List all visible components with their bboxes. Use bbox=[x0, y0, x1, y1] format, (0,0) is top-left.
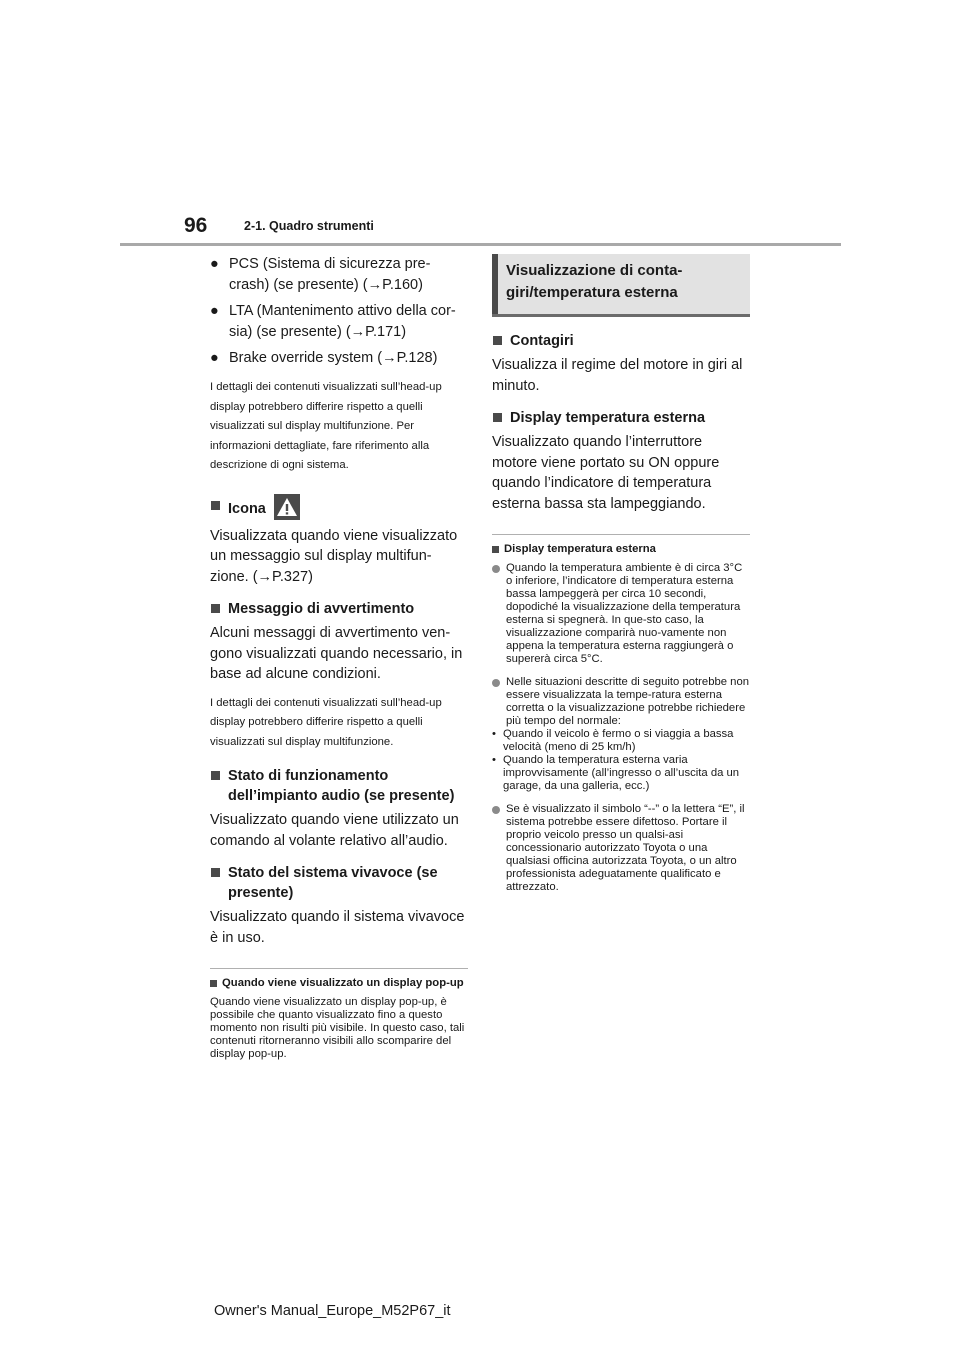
stato-audio-text: Visualizzato quando viene utilizzato un comando al volante relativo all’audio. bbox=[210, 812, 459, 849]
section-heading-box: Visualizzazione di conta-giri/temperatura esterna bbox=[492, 254, 750, 314]
left-column bbox=[210, 254, 468, 1061]
messaggio-text: Alcuni messaggi di avvertimento ven-gono visualizzati quando necessario, in base ad alcune condizioni. bbox=[210, 625, 463, 682]
contagiri-text: Visualizza il regime del motore in giri al minuto. bbox=[492, 357, 743, 394]
square-bullet-icon bbox=[211, 868, 220, 877]
section-title: 2-1. Quadro strumenti bbox=[244, 219, 374, 233]
square-bullet-icon bbox=[493, 413, 502, 422]
heading-icona: Icona bbox=[210, 496, 468, 522]
right-column bbox=[492, 254, 750, 904]
square-bullet-icon bbox=[210, 980, 217, 987]
hud-note-2: I dettagli dei contenuti visualizzati sull’head-up display potrebbero differire rispetto a quelli visualizzati sul display multifunzione. bbox=[210, 696, 442, 748]
square-bullet-icon bbox=[211, 604, 220, 613]
heading-stato-vivavoce: Stato del sistema vivavoce (se presente) bbox=[210, 863, 468, 903]
temp-infobox bbox=[492, 534, 750, 894]
heading-temp: Display temperatura esterna bbox=[492, 408, 750, 428]
header-rule bbox=[120, 243, 841, 246]
bullet-icon: ● bbox=[210, 350, 219, 366]
heading-messaggio: Messaggio di avvertimento bbox=[210, 599, 468, 619]
temp-text: Visualizzato quando l’interruttore motore viene portato su ON oppure quando l’indicatore di temperatura esterna bassa sta lampeggiando. bbox=[492, 434, 720, 512]
circle-bullet-icon bbox=[492, 806, 500, 814]
sub-item: • Quando il veicolo è fermo o si viaggia a bassa velocità (meno di 25 km/h) bbox=[492, 728, 734, 753]
list-item: ● Brake override system (→P.128) bbox=[210, 348, 468, 369]
list-item: ● LTA (Mantenimento attivo della cor- sia) (se presente) (→P.171) bbox=[210, 303, 456, 340]
warning-icon bbox=[274, 494, 300, 520]
popup-infobox bbox=[210, 968, 468, 1061]
info-note: Nelle situazioni descritte di seguito potrebbe non essere visualizzata la tempe-ratura esterna corretta o la visualizzazione potrebbe richiedere più tempo del normale: • Quando il veicolo è fermo o si viaggia a bassa velocità (meno di 25 km/h) • Quando la temperatura esterna varia improvvisamente (all’ingresso o all’uscita da un garage, da una galleria, ecc.) bbox=[492, 676, 750, 792]
sub-item: • Quando la temperatura esterna varia improvvisamente (all’ingresso o all’uscita da un garage, da una galleria, ecc.) bbox=[492, 754, 740, 792]
popup-text: Quando viene visualizzato un display pop-up, è possibile che quanto visualizzato fino a questo momento non risulti più visibile. In questo caso, tali contenuti ritorneranno visibili allo scomparire del display pop-up. bbox=[210, 996, 465, 1060]
stato-vivavoce-text: Visualizzato quando il sistema vivavoce è in uso. bbox=[210, 909, 465, 946]
sub-bullet-icon: • bbox=[492, 754, 496, 766]
footer-text: Owner's Manual_Europe_M52P67_it bbox=[214, 1303, 451, 1319]
bullet-icon: ● bbox=[210, 303, 219, 319]
heading-underline bbox=[492, 314, 750, 317]
temp-info-heading: Display temperatura esterna bbox=[492, 543, 750, 556]
heading-contagiri: Contagiri bbox=[492, 331, 750, 351]
circle-bullet-icon bbox=[492, 679, 500, 687]
list-item: ● PCS (Sistema di sicurezza pre- crash) (se presente) (→P.160) bbox=[210, 256, 431, 293]
hud-note: I dettagli dei contenuti visualizzati sull’head-up display potrebbero differire rispetto a quelli visualizzati sul display multifunzione. Per informazioni dettagliate, fare riferimento alla descrizione di ogni sistema. bbox=[210, 381, 442, 471]
bullet-icon: ● bbox=[210, 256, 219, 272]
circle-bullet-icon bbox=[492, 565, 500, 573]
square-bullet-icon bbox=[493, 336, 502, 345]
popup-heading: Quando viene visualizzato un display pop-up bbox=[210, 977, 468, 990]
info-note: Quando la temperatura ambiente è di circa 3°C o inferiore, l’indicatore di temperatura esterna bassa lampeggerà per circa 10 secondi, dopodiché la visualizzazione della temperatura esterna si spegnerà. In que-sto caso, la visualizzazione comparirà nuo-vamente non appena la temperatura esterna raggiungerà o supererà circa 5°C. bbox=[492, 562, 750, 666]
square-bullet-icon bbox=[211, 501, 220, 510]
page-number: 96 bbox=[184, 214, 208, 237]
square-bullet-icon bbox=[211, 771, 220, 780]
heading-stato-audio: Stato di funzionamento dell’impianto audio (se presente) bbox=[210, 766, 468, 806]
square-bullet-icon bbox=[492, 546, 499, 553]
icona-text: Visualizzata quando viene visualizzato un messaggio sul display multifun-zione. (→P.327) bbox=[210, 527, 458, 585]
info-note: Se è visualizzato il simbolo “--” o la lettera “E”, il sistema potrebbe essere difettoso. Portare il proprio veicolo presso un qualsi-asi concessionario autorizzato Toyota o una qualsiasi officina autorizzata Toyota, o un altro professionista adeguatamente qualificato e attrezzato. bbox=[492, 803, 750, 894]
sub-bullet-icon: • bbox=[492, 728, 496, 740]
